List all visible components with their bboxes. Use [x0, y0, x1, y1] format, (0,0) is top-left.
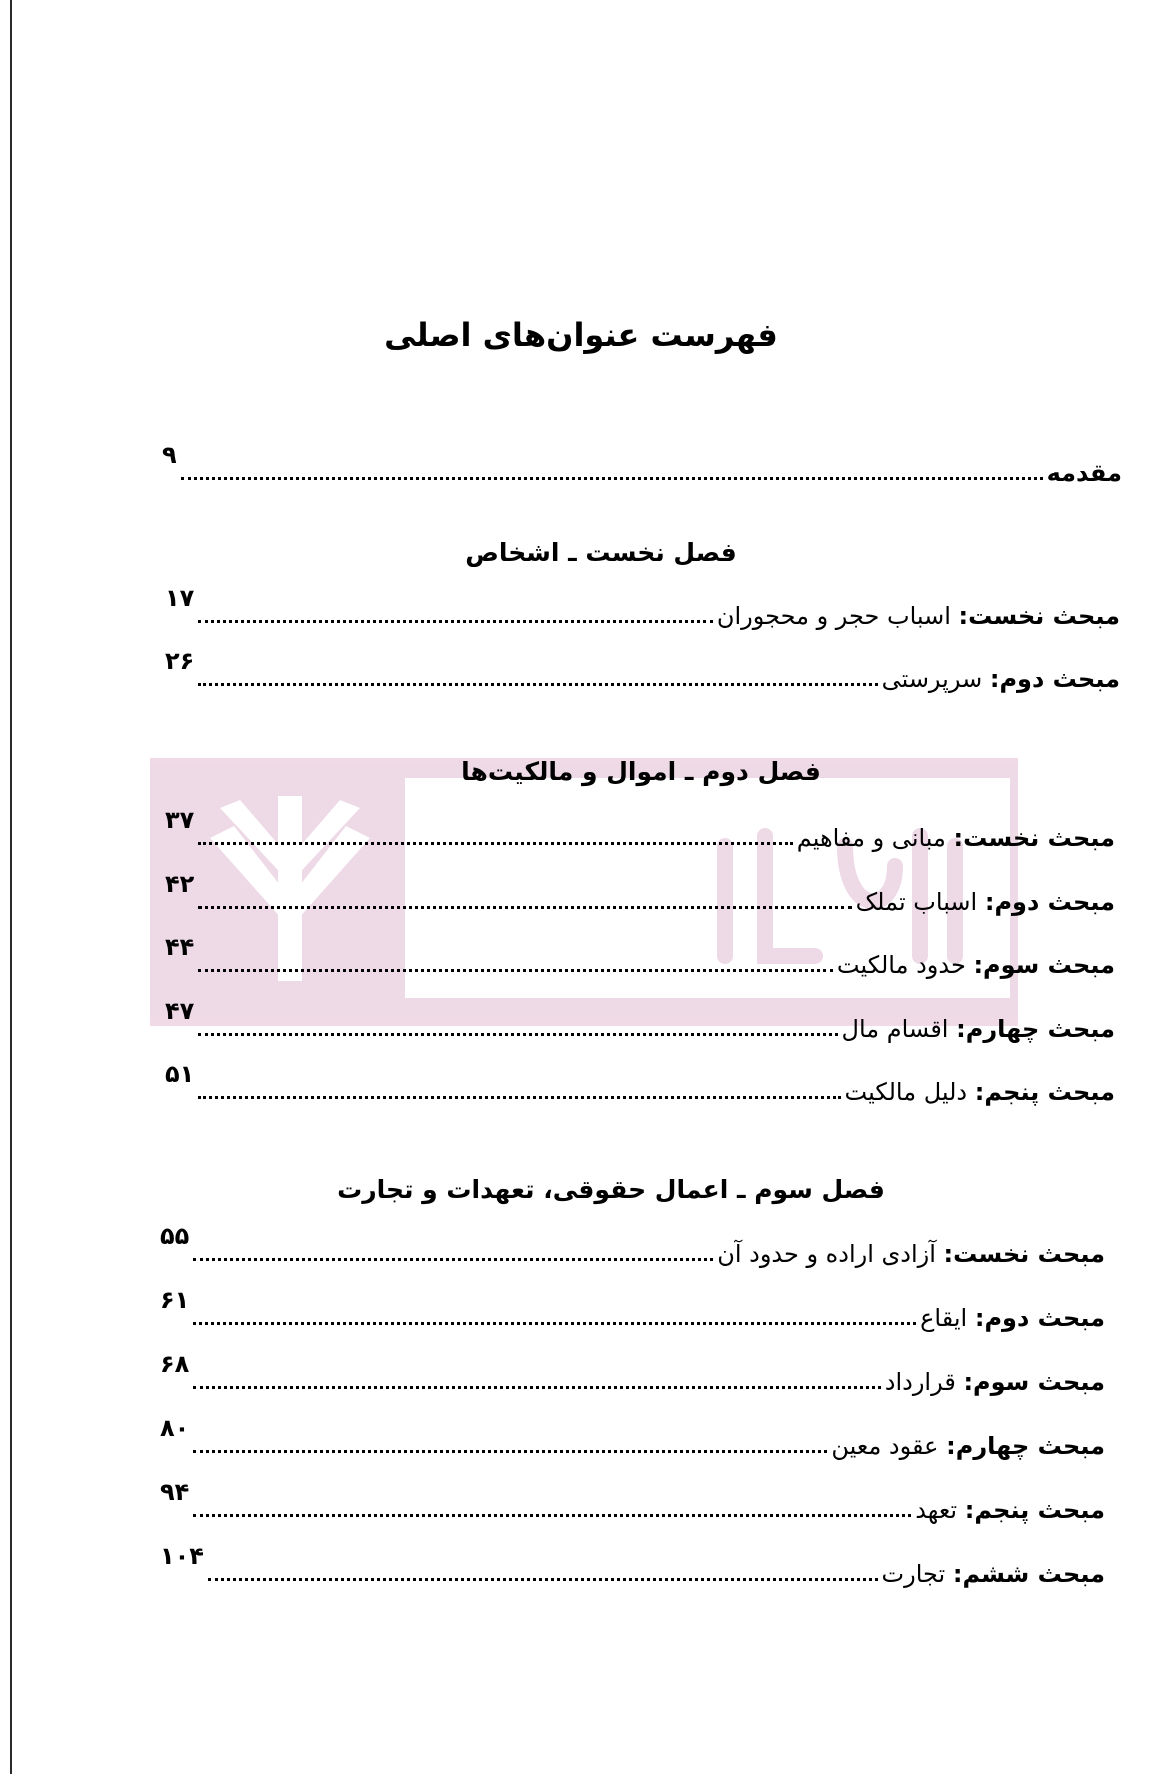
toc-entry — [165, 997, 1115, 1043]
toc-leader-dots — [208, 1578, 878, 1581]
section-prefix: مبحث نخست: — [953, 824, 1115, 852]
toc-entry-label — [831, 1432, 1105, 1460]
section-title: تعهد — [915, 1496, 958, 1524]
toc-page-number: ۶۱ — [160, 1286, 190, 1314]
toc-entry — [160, 1350, 1105, 1396]
toc-entry — [160, 1414, 1105, 1460]
toc-leader-dots — [198, 1033, 837, 1036]
section-prefix: مبحث نخست: — [943, 1240, 1105, 1268]
toc-leader-dots — [198, 683, 877, 686]
chapter-heading-1: فصل نخست ـ اشخاص — [465, 538, 737, 567]
toc-entry-label — [845, 1078, 1115, 1106]
section-prefix: مبحث پنجم: — [964, 1496, 1105, 1524]
toc-leader-dots — [198, 1096, 840, 1099]
section-title: اسباب حجر و محجوران — [716, 602, 951, 630]
toc-page-number: ۲۶ — [165, 647, 195, 675]
toc-entry — [165, 933, 1115, 979]
toc-page-number: ۹۴ — [160, 1478, 190, 1506]
toc-page-number: ۱۰۴ — [160, 1542, 204, 1570]
toc-entry — [165, 584, 1120, 630]
section-prefix: مبحث دوم: — [984, 888, 1115, 916]
page-binding-edge — [10, 0, 12, 1774]
toc-leader-dots — [198, 906, 851, 909]
section-title: ایقاع — [920, 1304, 968, 1332]
section-prefix: مبحث سوم: — [973, 951, 1115, 979]
toc-leader-dots — [193, 1258, 713, 1261]
section-prefix: مبحث دوم: — [989, 665, 1120, 693]
toc-leader-dots — [198, 969, 833, 972]
toc-page-number: ۴۴ — [165, 933, 195, 961]
toc-entry-label — [717, 1240, 1105, 1268]
section-title: آزادی اراده و حدود آن — [717, 1240, 936, 1268]
section-title: اسباب تملک — [855, 888, 978, 916]
section-prefix: مبحث ششم: — [952, 1560, 1105, 1588]
section-title: حدود مالکیت — [836, 951, 966, 979]
toc-page-number: ۴۷ — [165, 997, 195, 1025]
toc-page-number: ۵۱ — [165, 1060, 195, 1088]
toc-leader-dots — [193, 1386, 880, 1389]
section-title: دلیل مالکیت — [844, 1078, 968, 1106]
section-prefix: مبحث چهارم: — [946, 1432, 1105, 1460]
toc-leader-dots — [198, 842, 792, 845]
chapter-heading-2: فصل دوم ـ اموال و مالکیت‌ها — [461, 757, 821, 786]
section-prefix: مبحث نخست: — [958, 602, 1120, 630]
toc-entry-label — [885, 1368, 1105, 1396]
toc-page-number: ۸۰ — [160, 1414, 190, 1442]
section-title: تجارت — [881, 1560, 946, 1588]
section-title: عقود معین — [831, 1432, 939, 1460]
section-prefix: مبحث سوم: — [963, 1368, 1105, 1396]
section-title: سرپرستی — [881, 665, 983, 693]
chapter-heading-3: فصل سوم ـ اعمال حقوقی، تعهدات و تجارت — [337, 1175, 885, 1204]
toc-entry-label — [837, 951, 1115, 979]
toc-entry — [160, 1542, 1105, 1588]
toc-page-number: ۵۵ — [160, 1222, 190, 1250]
toc-entry — [160, 1222, 1105, 1268]
toc-entry — [165, 806, 1115, 852]
section-title: اقسام مال — [841, 1015, 949, 1043]
toc-leader-dots — [193, 1514, 911, 1517]
toc-entry — [160, 1286, 1105, 1332]
toc-entry-label — [717, 602, 1120, 630]
toc-leader-dots — [181, 477, 1043, 480]
toc-entry-label — [882, 665, 1120, 693]
page-title: فهرست عنوان‌های اصلی — [384, 316, 778, 354]
toc-page-number: ۴۲ — [165, 870, 195, 898]
toc-entry-label: مقدمه — [1046, 459, 1122, 487]
section-prefix: مبحث دوم: — [974, 1304, 1105, 1332]
toc-leader-dots — [193, 1322, 916, 1325]
toc-leader-dots — [193, 1450, 827, 1453]
toc-entry — [160, 1478, 1105, 1524]
section-prefix: مبحث چهارم: — [956, 1015, 1115, 1043]
toc-page-number: ۱۷ — [165, 584, 195, 612]
toc-entry-label — [920, 1304, 1105, 1332]
section-title: قرارداد — [884, 1368, 956, 1396]
toc-page-number: ۳۷ — [165, 806, 195, 834]
toc-leader-dots — [198, 620, 713, 623]
toc-entry — [165, 870, 1115, 916]
section-prefix: مبحث پنجم: — [974, 1078, 1115, 1106]
toc-entry-label — [915, 1496, 1105, 1524]
toc-entry-label — [856, 888, 1115, 916]
toc-entry — [165, 647, 1120, 693]
section-title: مبانی و مفاهیم — [796, 824, 946, 852]
toc-page-number: ۹ — [162, 441, 177, 469]
toc-entry-intro — [162, 441, 1122, 487]
toc-entry-label — [797, 824, 1115, 852]
toc-entry-label — [842, 1015, 1115, 1043]
toc-page-number: ۶۸ — [160, 1350, 190, 1378]
toc-entry — [165, 1060, 1115, 1106]
toc-entry-label — [882, 1560, 1105, 1588]
